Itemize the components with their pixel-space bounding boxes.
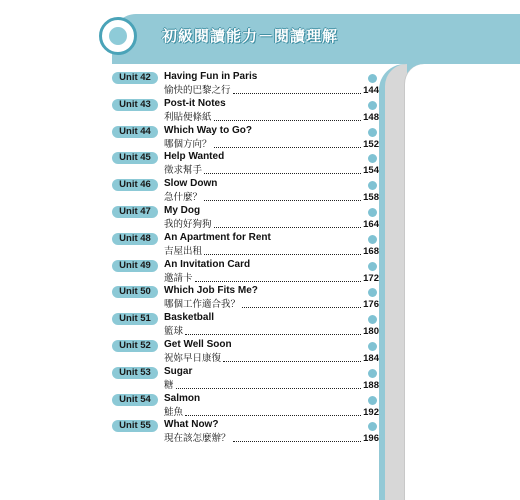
entry-subtitle: 哪個方向？ xyxy=(164,138,212,150)
page-number: 164 xyxy=(363,218,379,230)
bullet-dot-icon xyxy=(368,396,377,405)
page-number: 152 xyxy=(363,138,379,150)
toc-entry[interactable] xyxy=(112,204,382,231)
bullet-dot-icon xyxy=(368,208,377,217)
unit-badge: Unit 51 xyxy=(112,313,158,325)
toc-entry[interactable] xyxy=(112,177,382,204)
bullet-dot-icon xyxy=(368,235,377,244)
unit-badge: Unit 48 xyxy=(112,233,158,245)
page-number: 180 xyxy=(363,326,379,338)
unit-badge: Unit 42 xyxy=(112,72,158,84)
toc-entry[interactable] xyxy=(112,418,382,445)
page-number: 176 xyxy=(363,299,379,311)
entry-subline xyxy=(164,138,379,150)
toc-entry[interactable] xyxy=(112,258,382,285)
toc-entry[interactable] xyxy=(112,231,382,258)
dot-leader xyxy=(204,253,361,255)
page-number: 148 xyxy=(363,111,379,123)
entry-subline xyxy=(164,432,379,444)
bullet-dot-icon xyxy=(368,181,377,190)
table-of-contents xyxy=(112,70,382,445)
entry-subtitle: 鮭魚 xyxy=(164,406,184,418)
dot-leader xyxy=(176,387,362,389)
unit-badge: Unit 47 xyxy=(112,206,158,218)
page-number: 158 xyxy=(363,192,379,204)
dot-leader xyxy=(195,280,362,282)
toc-entry[interactable] xyxy=(112,392,382,419)
entry-subline xyxy=(164,164,379,176)
unit-badge: Unit 55 xyxy=(112,420,158,432)
entry-subline xyxy=(164,406,379,418)
header-title: 初級閱讀能力－閱讀理解 xyxy=(162,28,339,45)
toc-entry[interactable] xyxy=(112,70,382,97)
unit-badge: Unit 44 xyxy=(112,126,158,138)
entry-title: An Apartment for Rent xyxy=(164,231,271,243)
bullet-dot-icon xyxy=(368,154,377,163)
unit-badge: Unit 54 xyxy=(112,394,158,406)
entry-subline xyxy=(164,379,379,391)
entry-subline xyxy=(164,298,379,310)
entry-title: Having Fun in Paris xyxy=(164,71,258,82)
unit-badge: Unit 46 xyxy=(112,179,158,191)
dot-leader xyxy=(233,440,362,442)
entry-subtitle: 吉屋出租 xyxy=(164,245,203,257)
entry-title: What Now? xyxy=(164,419,219,431)
bullet-dot-icon xyxy=(368,74,377,83)
unit-badge: Unit 50 xyxy=(112,286,158,298)
unit-badge: Unit 52 xyxy=(112,340,158,352)
toc-entry[interactable] xyxy=(112,338,382,365)
dot-leader xyxy=(214,146,362,148)
dot-leader xyxy=(214,119,362,121)
bullet-dot-icon xyxy=(368,262,377,271)
bullet-dot-icon xyxy=(368,128,377,137)
entry-title: Which Way to Go? xyxy=(164,124,252,136)
toc-entry[interactable] xyxy=(112,365,382,392)
entry-subtitle: 哪個工作適合我？ xyxy=(164,299,241,311)
unit-badge: Unit 49 xyxy=(112,260,158,272)
bullet-dot-icon xyxy=(368,101,377,110)
toc-entry[interactable] xyxy=(112,150,382,177)
entry-title: Help Wanted xyxy=(164,151,225,163)
entry-subtitle: 愉快的巴黎之行 xyxy=(164,85,231,96)
toc-entry[interactable] xyxy=(112,284,382,311)
entry-title: Sugar xyxy=(164,365,193,377)
dot-leader xyxy=(185,414,361,416)
entry-subtitle: 現在該怎麼辦？ xyxy=(164,433,231,445)
dot-leader xyxy=(223,360,361,362)
entry-subline xyxy=(164,84,379,96)
entry-subtitle: 邀請卡 xyxy=(164,272,193,284)
entry-subline xyxy=(164,352,379,364)
page-number: 154 xyxy=(363,165,379,177)
entry-subtitle: 祝妳早日康復 xyxy=(164,352,222,364)
book-logo-icon xyxy=(99,17,137,55)
dot-leader xyxy=(233,92,362,94)
toc-entry[interactable] xyxy=(112,124,382,151)
unit-badge: Unit 43 xyxy=(112,99,158,111)
entry-subline xyxy=(164,191,379,203)
entry-subtitle: 糖 xyxy=(164,379,174,391)
entry-title: An Invitation Card xyxy=(164,258,251,270)
bullet-dot-icon xyxy=(368,422,377,431)
dot-leader xyxy=(214,226,362,228)
page-number: 192 xyxy=(363,406,379,418)
logo-face-icon xyxy=(109,27,127,45)
toc-entry[interactable] xyxy=(112,311,382,338)
unit-badge: Unit 53 xyxy=(112,367,158,379)
page-number: 168 xyxy=(363,245,379,257)
dot-leader xyxy=(204,172,361,174)
page-number: 188 xyxy=(363,379,379,391)
unit-badge: Unit 45 xyxy=(112,152,158,164)
entry-title: Which Job Fits Me? xyxy=(164,285,258,297)
bullet-dot-icon xyxy=(368,342,377,351)
page-number: 144 xyxy=(363,85,379,96)
entry-subtitle: 利貼便條紙 xyxy=(164,111,212,123)
entry-subtitle: 籃球 xyxy=(164,326,184,338)
entry-title: Get Well Soon xyxy=(164,338,232,350)
entry-title: Slow Down xyxy=(164,178,218,190)
dot-leader xyxy=(185,333,361,335)
page-number: 172 xyxy=(363,272,379,284)
entry-subline xyxy=(164,111,379,123)
toc-entry[interactable] xyxy=(112,97,382,124)
entry-subtitle: 我的好狗狗 xyxy=(164,218,212,230)
entry-subline xyxy=(164,325,379,337)
entry-subline xyxy=(164,245,379,257)
dot-leader xyxy=(204,199,361,201)
entry-subline xyxy=(164,218,379,230)
bullet-dot-icon xyxy=(368,288,377,297)
dot-leader xyxy=(242,306,361,308)
page-number: 196 xyxy=(363,433,379,445)
bullet-dot-icon xyxy=(368,369,377,378)
entry-subline xyxy=(164,272,379,284)
entry-title: Post-it Notes xyxy=(164,97,226,109)
entry-title: My Dog xyxy=(164,204,201,216)
entry-subtitle: 徵求幫手 xyxy=(164,165,203,177)
entry-title: Salmon xyxy=(164,392,201,404)
page-number: 184 xyxy=(363,352,379,364)
bullet-dot-icon xyxy=(368,315,377,324)
entry-subtitle: 急什麼？ xyxy=(164,192,203,204)
entry-title: Basketball xyxy=(164,312,215,324)
page-header xyxy=(112,14,520,64)
decorative-side-panel xyxy=(404,64,520,500)
